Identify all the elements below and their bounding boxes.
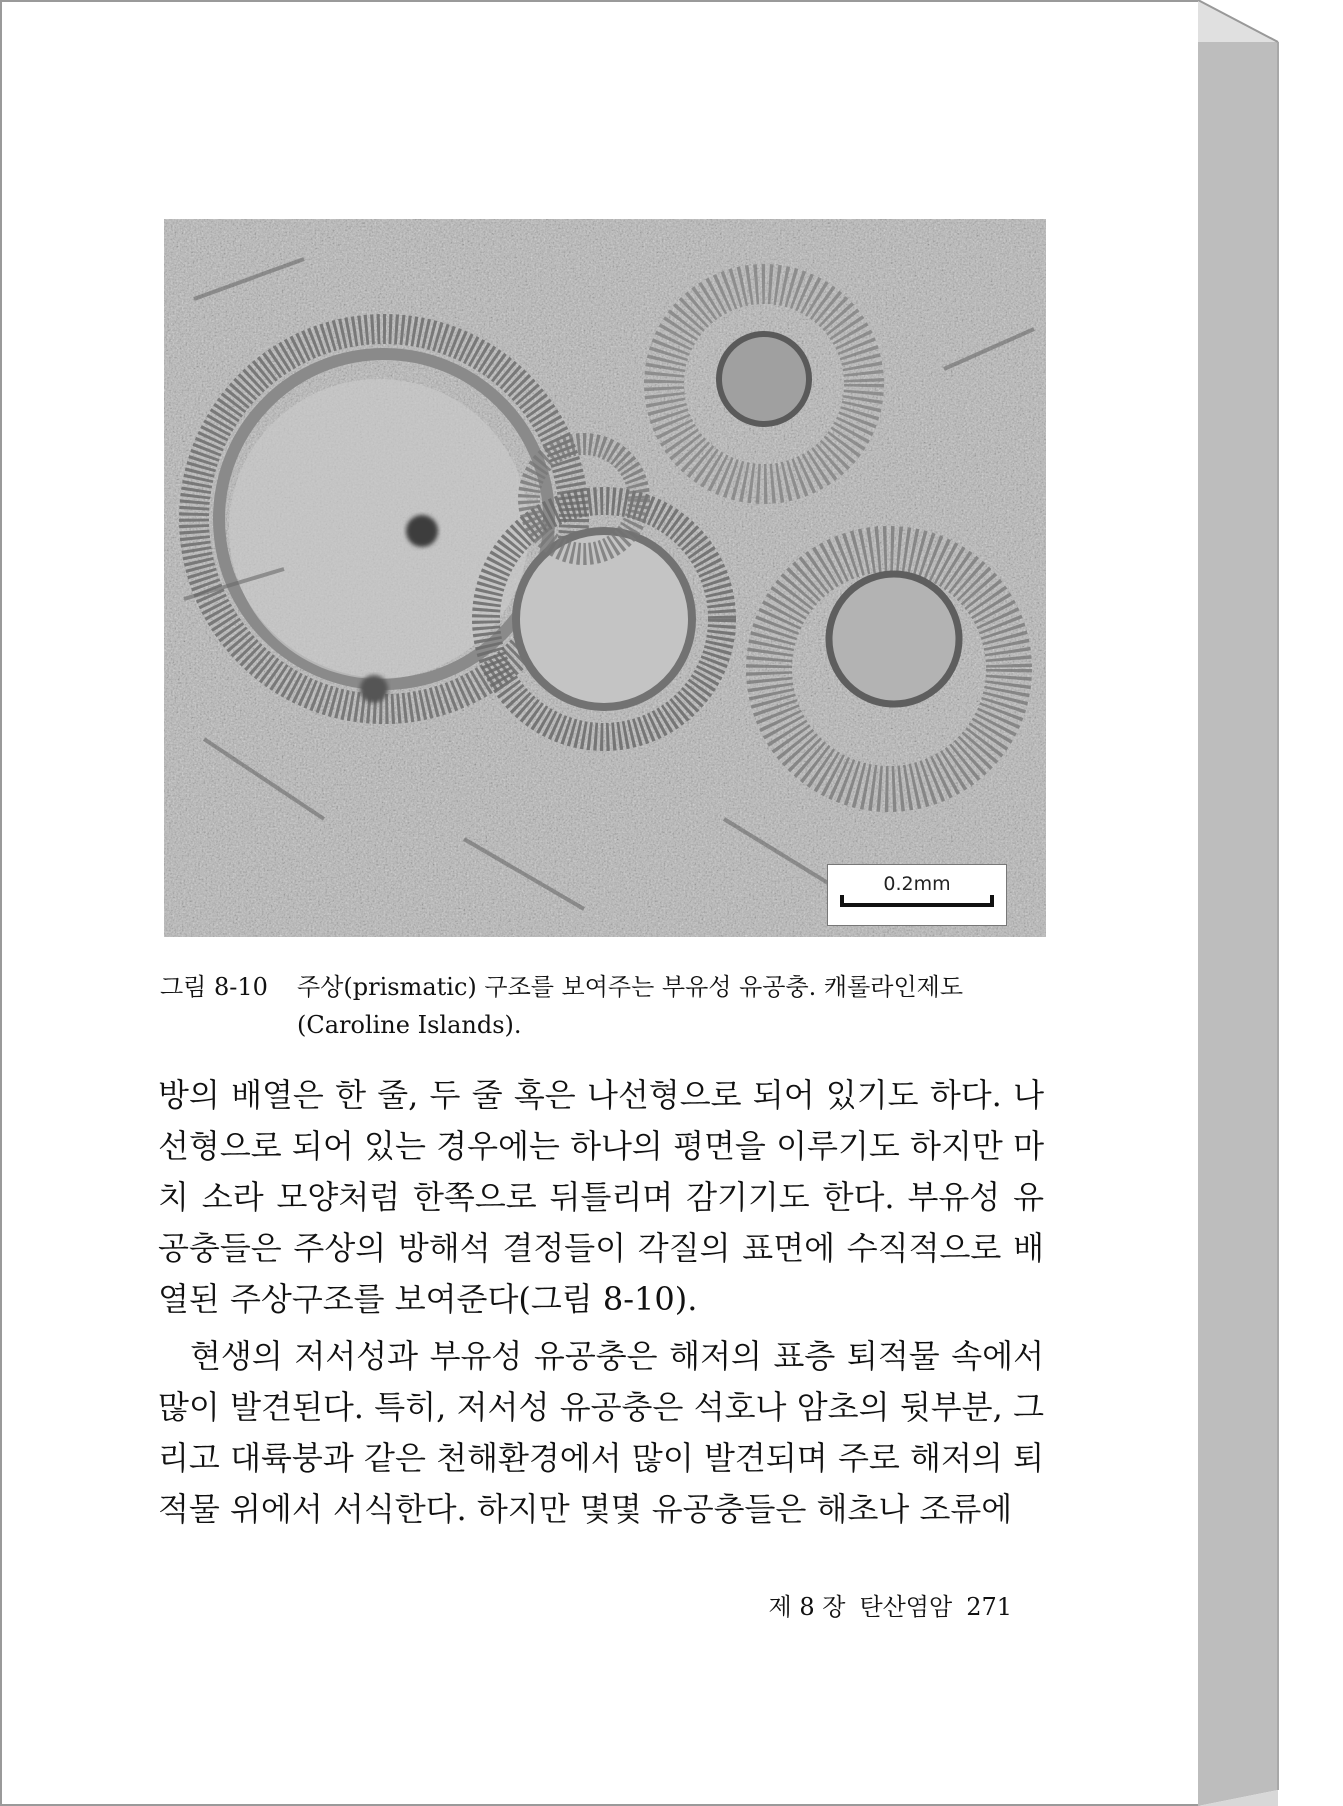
scale-label: 0.2mm [883, 873, 951, 895]
book-thickness-edge [1198, 0, 1343, 1806]
paragraph: 현생의 저서성과 부유성 유공충은 해저의 표층 퇴적물 속에서 많이 발견된다. 특히, 저서성 유공충은 석호나 암초의 뒷부분, 그리고 대륙붕과 같은 천해환경에서 많이 발견되며 주로 해저의 퇴적물 위에서 서식한다. 하지만 몇몇 유공충들은 해초나 조류에 [158, 1337, 1044, 1528]
chapter-title: 탄산염암 [859, 1593, 953, 1621]
paragraph: 방의 배열은 한 줄, 두 줄 혹은 나선형으로 되어 있기도 하다. 나선형으로 되어 있는 경우에는 하나의 평면을 이루기도 하지만 마치 소라 모양처럼 한쪽으로 뒤틀리며 감기기도 한다. 부유성 유공충들은 주상의 방해석 결정들이 각질의 표면에 수직적으로 배열된 주상구조를 보여준다(그림 8-10). [158, 1076, 1044, 1318]
running-footer [742, 1587, 1012, 1622]
figure-caption [160, 968, 1060, 1044]
foraminifera-micrograph [164, 219, 1046, 937]
chapter-label: 제 8 장 [768, 1593, 846, 1621]
caption-line-1: 주상(prismatic) 구조를 보여주는 부유성 유공충. 캐롤라인제도 [297, 973, 964, 1001]
micrograph-figure [164, 219, 1046, 937]
page-number: 271 [966, 1593, 1012, 1621]
caption-line-2: (Caroline Islands). [297, 1011, 522, 1039]
figure-number: 그림 8-10 [160, 973, 268, 1001]
body-text [158, 1070, 1044, 1535]
scale-bar [840, 903, 994, 907]
scale-bar-box [827, 864, 1007, 926]
